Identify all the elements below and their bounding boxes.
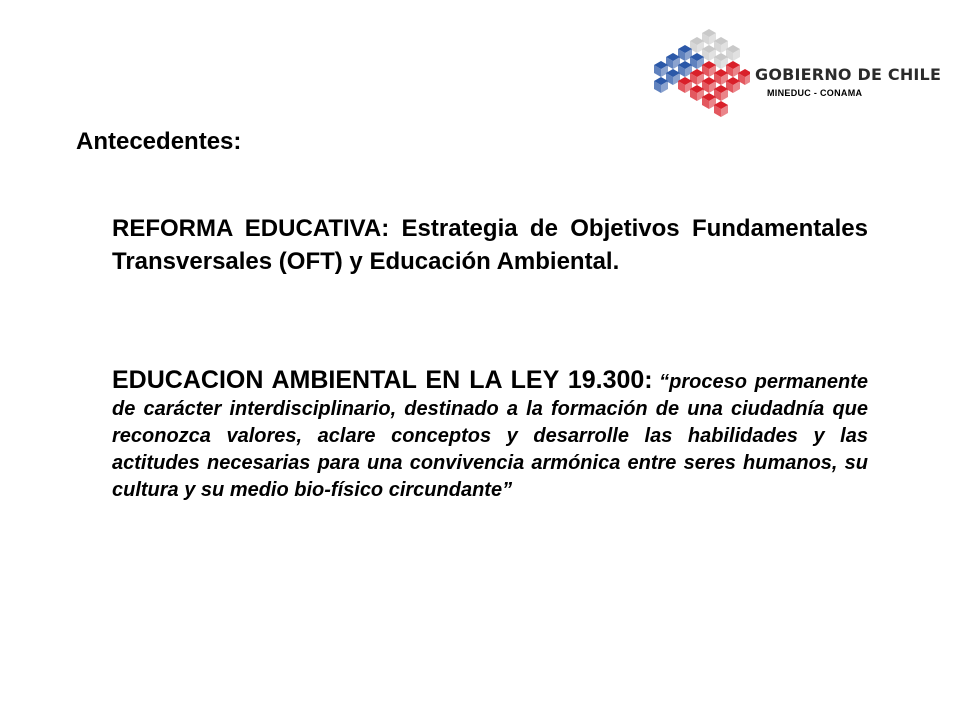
slide-heading: Antecedentes:	[76, 128, 242, 155]
educacion-ambiental-paragraph	[112, 365, 868, 504]
reforma-educativa-paragraph: REFORMA EDUCATIVA: Estrategia de Objetivos Fundamentales Transversales (OFT) y Educación Ambiental.	[112, 215, 868, 275]
logo-subtitle: MINEDUC - CONAMA	[767, 88, 863, 98]
gobierno-de-chile-logo	[645, 28, 942, 128]
logo-title: GOBIERNO DE CHILE	[755, 65, 942, 84]
law-lead-text: EDUCACION AMBIENTAL EN LA LEY 19.300:	[112, 366, 653, 394]
law-definition-quote: “proceso permanente de carácter interdisciplinario, destinado a la formación de una ciudadnía que reconozca valores, aclare conceptos y desarrolle las habilidades y las actitudes necesarias para una convivencia armónica entre seres humanos, su cultura y su medio bio-físico circundante”	[112, 371, 868, 501]
chile-cubes-emblem-icon	[645, 28, 750, 128]
